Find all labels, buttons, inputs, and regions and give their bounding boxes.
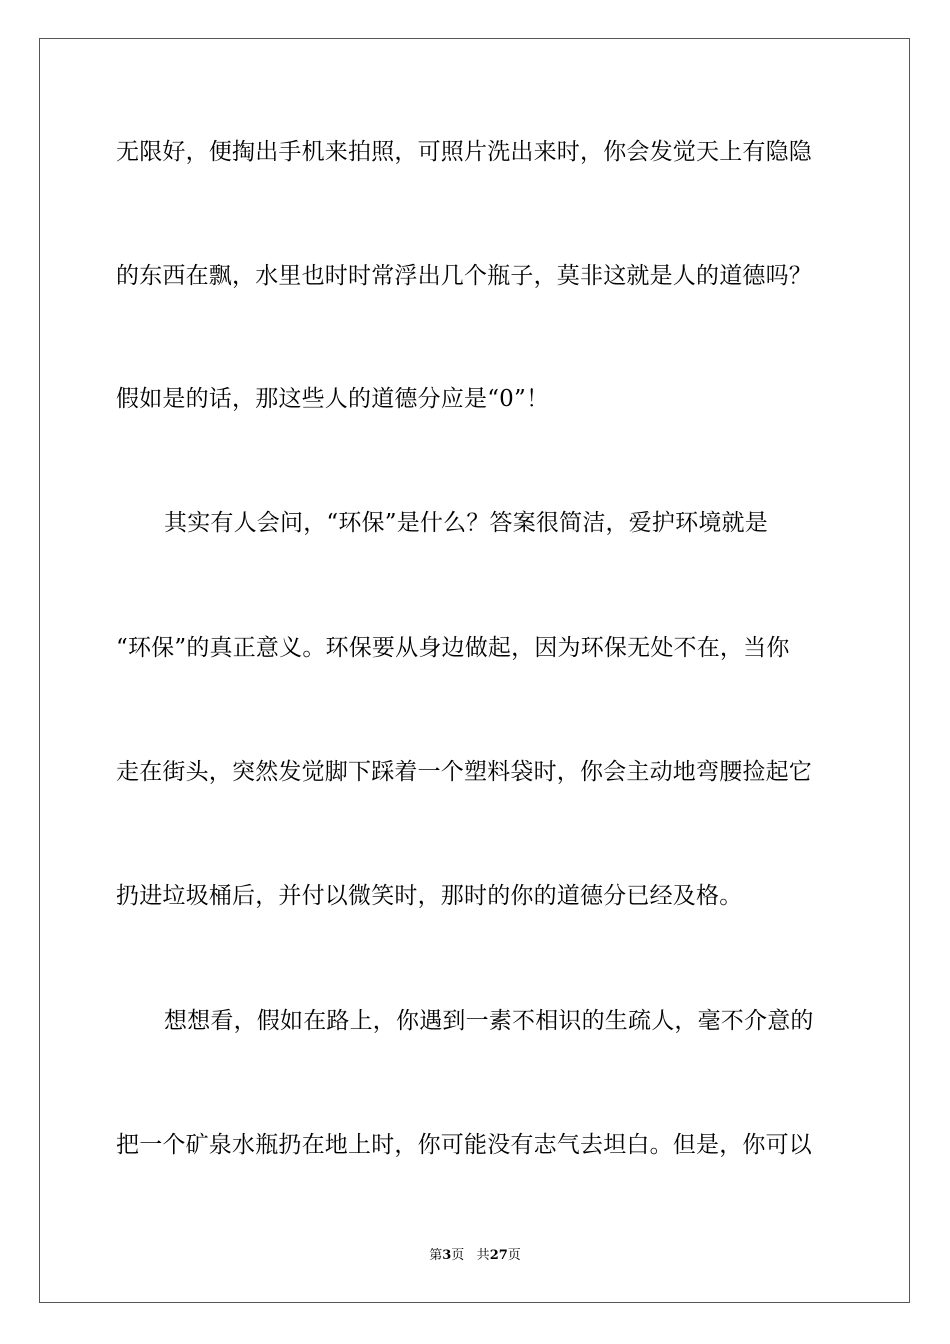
page-border xyxy=(39,38,910,1303)
paragraph-3-line-2: 把一个矿泉水瓶扔在地上时，你可能没有志气去坦白。但是，你可以 xyxy=(116,1132,812,1158)
page-suffix: 页 xyxy=(451,1248,465,1263)
paragraph-2-line-2: “环保”的真正意义。环保要从身边做起，因为环保无处不在，当你 xyxy=(116,635,790,661)
paragraph-1-line-2: 的东西在飘，水里也时时常浮出几个瓶子，莫非这就是人的道德吗？ xyxy=(116,263,812,289)
paragraph-1-line-3: 假如是的话，那这些人的道德分应是“0”！ xyxy=(116,386,550,412)
paragraph-1-line-1: 无限好，便掏出手机来拍照，可照片洗出来时，你会发觉天上有隐隐 xyxy=(116,139,812,165)
page-prefix: 第 xyxy=(429,1248,443,1263)
paragraph-2-line-1: 其实有人会问，“环保”是什么？答案很简洁，爱护环境就是 xyxy=(164,510,768,536)
total-pages: 27 xyxy=(489,1248,508,1263)
paragraph-2-line-3: 走在街头，突然发觉脚下踩着一个塑料袋时，你会主动地弯腰捡起它 xyxy=(116,759,812,785)
total-suffix: 页 xyxy=(507,1248,521,1263)
page-footer xyxy=(0,1247,950,1265)
total-prefix: 共 xyxy=(476,1248,490,1263)
paragraph-2-line-4: 扔进垃圾桶后，并付以微笑时，那时的你的道德分已经及格。 xyxy=(116,883,743,909)
page-number: 3 xyxy=(442,1248,452,1263)
paragraph-3-line-1: 想想看，假如在路上，你遇到一素不相识的生疏人，毫不介意的 xyxy=(164,1008,814,1034)
